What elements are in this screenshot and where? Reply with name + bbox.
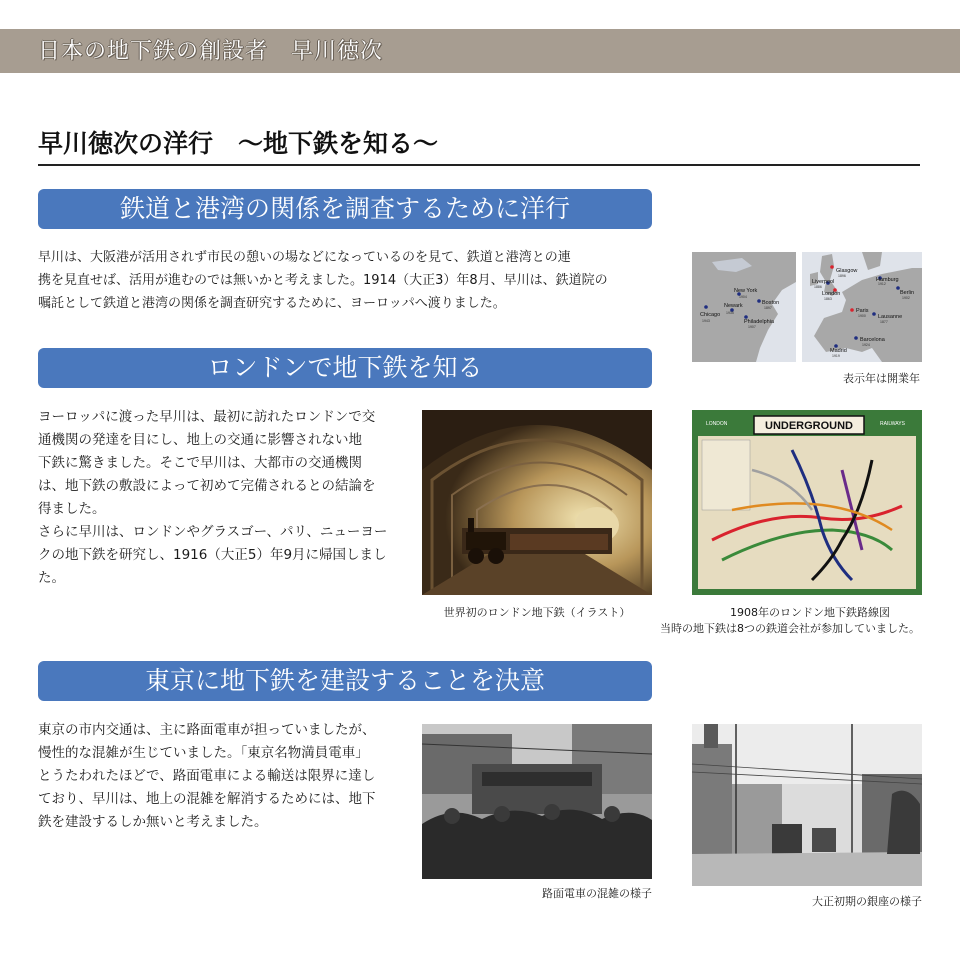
text-line: 得ました。 [38,501,106,517]
text-line: 早川は、大阪港が活用されず市民の憩いの場などになっているのを見て、鉄道と港湾との連 [38,250,571,265]
city-label: New York [734,288,758,294]
city-label: Glasgow [836,268,858,274]
city-year: 1896 [838,274,846,278]
text-line: 嘱託として鉄道と港湾の関係を調査研究するために、ヨーロッパへ渡りました。 [38,296,506,311]
text-line: 携を見直せば、活用が進むのでは無いかと考えました。1914（大正3）年8月、早川は、鉄道院の [38,273,608,288]
section-heading-harbor: 鉄道と港湾の関係を調査するために洋行 [38,189,652,229]
text-line: ヨーロッパに渡った早川は、最初に訪れたロンドンで交 [38,409,376,425]
city-year: 1863 [824,297,832,301]
city-label: Chicago [700,312,721,318]
map-heading-right: RAILWAYS [880,421,905,427]
text-line: は、地下鉄の敷設によって初めて完備されるとの結論を [38,478,376,494]
city-year: 1943 [702,319,710,323]
city-label: Philadelphia [744,319,774,325]
text-line: 通機関の発達を目にし、地上の交通に影響されない地 [38,432,362,448]
section-text-harbor [38,246,668,315]
city-label: London [822,291,841,297]
city-label: Berlin [900,290,915,296]
city-year: 1912 [878,282,886,286]
streetcar-caption: 路面電車の混雑の様子 [542,887,652,900]
tunnel-illustration [422,410,652,595]
ginza-caption: 大正初期の銀座の様子 [812,895,922,908]
page-title: 早川徳次の洋行 〜地下鉄を知る〜 [38,129,439,158]
city-year: 1902 [902,296,910,300]
text-line: 鉄を建設するしか無いと考えました。 [38,814,268,830]
section-text-london [38,406,418,590]
city-year: 1907 [748,325,756,329]
map-logo: UNDERGROUND [765,420,853,432]
city-year: 1924 [862,343,870,347]
city-label: Liverpool [812,279,835,285]
underground-map [692,410,922,595]
city-label: Hamburg [876,277,899,283]
text-line: クの地下鉄を研究し、1916（大正5）年9月に帰国しまし [38,547,387,563]
city-label: Newark [724,303,743,309]
text-line: 東京の市内交通は、主に路面電車が担っていましたが、 [38,722,376,738]
section-text-tokyo [38,719,418,834]
us-subway-map [692,252,796,362]
maps-caption: 表示年は開業年 [843,372,920,385]
header-title: 日本の地下鉄の創設者 早川徳次 [38,39,384,64]
city-label: Boston [762,300,780,306]
text-line: さらに早川は、ロンドンやグラスゴー、パリ、ニューヨー [38,524,388,540]
city-year: 1886 [814,285,822,289]
city-label: Lausanne [878,314,903,320]
city-year: 1897 [764,306,772,310]
text-line: ており、早川は、地上の混雑を解消するためには、地下 [38,791,376,807]
section-heading-tokyo: 東京に地下鉄を建設することを決意 [38,661,652,701]
section-heading-london: ロンドンで地下鉄を知る [38,348,652,388]
text-line: た。 [38,570,65,586]
city-year: 1900 [858,314,866,318]
city-year: 1877 [880,320,888,324]
city-year: 1919 [832,354,840,358]
underground-caption-2: 当時の地下鉄は8つの鉄道会社が参加していました。 [660,622,920,635]
streetcar-photo [422,724,652,879]
text-line: 慢性的な混雑が生じていました。「東京名物満員電車」 [38,745,369,761]
underground-caption-1: 1908年のロンドン地下鉄路線図 [730,606,890,619]
ginza-photo [692,724,922,886]
title-divider [38,164,920,166]
city-label: Barcelona [860,337,885,343]
tunnel-caption: 世界初のロンドン地下鉄（イラスト） [443,606,631,619]
city-year: 1904 [739,295,747,299]
text-line: 下鉄に驚きました。そこで早川は、大都市の交通機関 [38,455,362,471]
europe-subway-map [802,252,922,362]
city-label: Madrid [830,348,847,354]
city-label: Paris [856,308,869,314]
map-heading-left: LONDON [706,421,728,427]
city-year: 1935 [726,311,734,315]
text-line: とうたわれたほどで、路面電車による輸送は限界に達し [38,768,376,784]
